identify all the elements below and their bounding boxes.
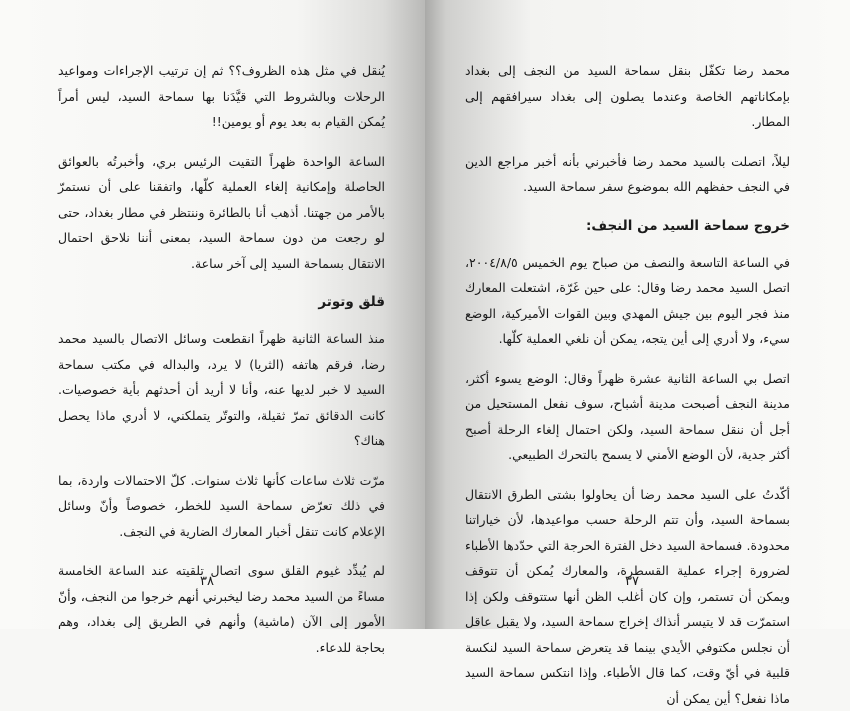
- left-page: [0, 0, 425, 629]
- left-paragraph-3: منذ الساعة الثانية ظهراً انقطعت وسائل الاتصال بالسيد محمد رضا، فرقم هاتفه (الثريا) لا يرد، والبداله في مكتب سماحة السيد لا خبر لديها عنه، وأنا لا أريد أن أحدثهم بأية خصوصيات. كانت الدقائق تمرّ ثقيلة، والتوتّر يتملكني، لا أدري ماذا يحصل هناك؟: [58, 326, 385, 454]
- left-paragraph-4: مرّت ثلاث ساعات كأنها ثلاث سنوات. كلّ الاحتمالات واردة، بما في ذلك تعرّض سماحة السيد للخطر، خصوصاً وأنّ وسائل الإعلام كانت تنقل أخبار المعارك الضارية في النجف.: [58, 468, 385, 545]
- right-page-number: ٣٧: [625, 574, 639, 589]
- left-paragraph-5: لم يُبدِّد غيوم القلق سوى اتصال تلقيته عند الساعة الخامسة مساءً من السيد محمد رضا ليخبرني أنهم خرجوا من النجف، وأنّ الأمور إلى الآن (ماشية) وأنهم في الطريق إلى بغداد، وهم بحاجة للدعاء.: [58, 558, 385, 660]
- left-page-number: ٣٨: [200, 574, 214, 589]
- right-paragraph-4: اتصل بي الساعة الثانية عشرة ظهراً وقال: الوضع يسوء أكثر، مدينة النجف أصبحت مدينة أشباح، سوف نفعل المستحيل من أجل أن ننقل سماحة السيد، ولكن احتمال إلغاء الرحلة أصبح أكثر جدية، لأن الوضع الأمني لا يسمح بالتحرك الطبيعي.: [465, 366, 790, 468]
- right-page: [425, 0, 850, 629]
- left-paragraph-1: يُنقل في مثل هذه الظروف؟؟ ثم إن ترتيب الإجراءات ومواعيد الرحلات وبالشروط التي قيَّدَنا بها سماحة السيد، ليس أمراً يُمكن القيام به بعد يوم أو يومين!!: [58, 58, 385, 135]
- right-paragraph-3: في الساعة التاسعة والنصف من صباح يوم الخميس ٢٠٠٤/٨/٥، اتصل السيد محمد رضا وقال: على حين غَرّة، اشتعلت المعارك منذ فجر اليوم بين جيش المهدي وبين القوات الأميركية، الوضع سيء، ولا أدري إلى أين يتجه، يمكن أن نلغي العملية كلّها.: [465, 250, 790, 352]
- right-paragraph-1: محمد رضا تكفّل بنقل سماحة السيد من النجف إلى بغداد بإمكاناتهم الخاصة وعندما يصلون إلى بغداد سيرافقهم إلى المطار.: [465, 58, 790, 135]
- right-paragraph-5: أكّدتُ على السيد محمد رضا أن يحاولوا بشتى الطرق الانتقال بسماحة السيد، وأن تتم الرحلة حسب مواعيدها، لأن خياراتنا محدودة. فسماحة السيد دخل الفترة الحرجة التي حدّدها الأطباء لضرورة إجراء عملية القسطرة، والمعارك يُمكن أن تتوقف ويمكن أن تستمر، وإن كان أغلب الظن أنها ستتوقف ولكن إذا استمرّت قد لا يتيسر أنذاك إخراج سماحة السيد، ولا يقبل عاقل أن نجلس مكتوفي الأيدي بينما قد يتعرض سماحة السيد لنكسة قلبية في أيّ وقت، كما قال الأطباء. وإذا انتكس سماحة السيد ماذا نفعل؟ أين يمكن أن: [465, 482, 790, 711]
- left-section-heading: قلق وتوتر: [58, 290, 385, 314]
- right-section-heading: خروج سماحة السيد من النجف:: [465, 214, 790, 238]
- right-paragraph-2: ليلاً، اتصلت بالسيد محمد رضا فأخبرني بأنه أخبر مراجع الدين في النجف حفظهم الله بموضوع سفر سماحة السيد.: [465, 149, 790, 200]
- left-paragraph-2: الساعة الواحدة ظهراً التقيت الرئيس بري، وأخبرتُه بالعوائق الحاصلة وإمكانية إلغاء العملية كلّها، واتفقنا على أن نستمرّ بالأمر من جهتنا. أذهب أنا بالطائرة وننتظر في مطار بغداد، حتى لو رجعت من دون سماحة السيد، بمعنى أننا نلاحق احتمال الانتقال بسماحة السيد إلى آخر ساعة.: [58, 149, 385, 277]
